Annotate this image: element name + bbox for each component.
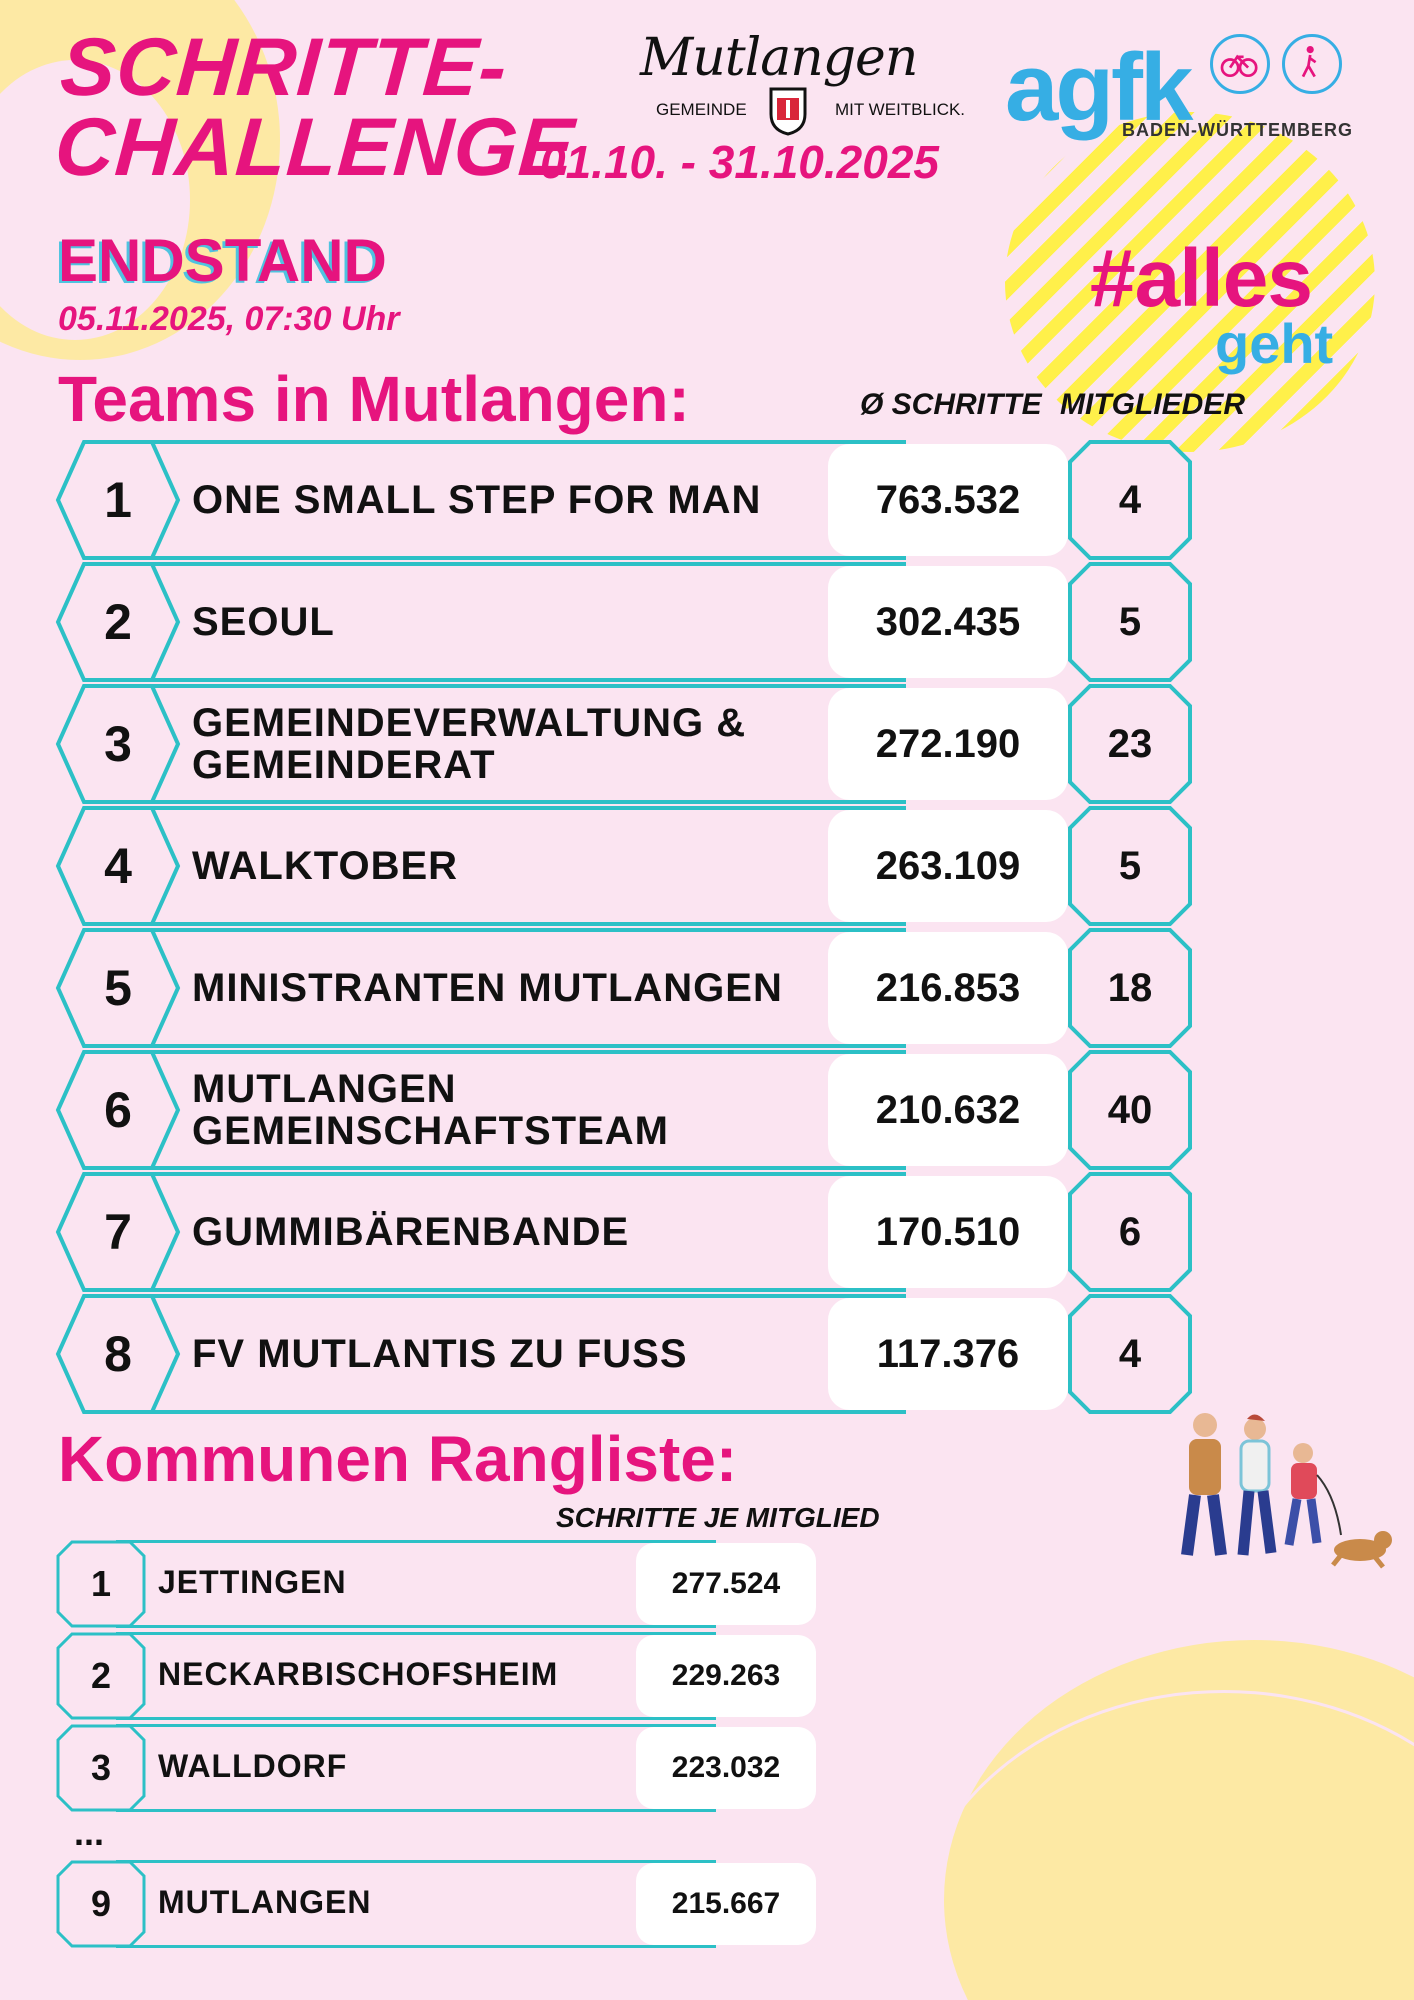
- team-members: 18: [1107, 966, 1153, 1010]
- municipality-row: [56, 1860, 836, 1948]
- team-rank: 7: [104, 1204, 132, 1260]
- municipality-row: [56, 1632, 836, 1720]
- municipality-row: [56, 1540, 836, 1628]
- team-average-steps: 216.853: [828, 932, 1068, 1044]
- team-row: [56, 1172, 1196, 1292]
- team-rank: 4: [104, 838, 132, 894]
- team-average-steps: 272.190: [828, 688, 1068, 800]
- municipality-steps: 223.032: [636, 1727, 816, 1809]
- title-line-2: CHALLENGE: [52, 102, 578, 193]
- team-members: 4: [1118, 478, 1142, 522]
- challenge-period: 01.10. - 31.10.2025: [540, 136, 939, 188]
- team-name: SEOUL: [192, 600, 335, 644]
- slogan-line-2: geht: [1215, 312, 1334, 375]
- team-rank: 3: [104, 716, 132, 772]
- team-members: 6: [1118, 1210, 1142, 1254]
- column-header-steps-per-member: SCHRITTE JE MITGLIED: [556, 1502, 880, 1533]
- municipality-name: MUTLANGEN: [158, 1884, 372, 1920]
- team-row: [56, 1294, 1196, 1414]
- team-name: MUTLANGEN GEMEINSCHAFTSTEAM: [192, 1067, 669, 1153]
- municipality-steps: 277.524: [636, 1543, 816, 1625]
- team-members: 40: [1107, 1088, 1153, 1132]
- team-name: GEMEINDEVERWALTUNG & GEMEINDERAT: [192, 701, 747, 787]
- column-header-steps: Ø SCHRITTE: [860, 388, 1042, 421]
- status-heading: ENDSTAND: [58, 227, 387, 294]
- municipality-name: WALLDORF: [158, 1748, 348, 1784]
- municipality-name: NECKARBISCHOFSHEIM: [158, 1656, 559, 1692]
- title-line-1: SCHRITTE-: [57, 22, 511, 113]
- agfk-logo: agfk: [1005, 34, 1191, 141]
- status-timestamp: 05.11.2025, 07:30 Uhr: [58, 300, 400, 338]
- team-row: [56, 1050, 1196, 1170]
- municipalities-heading: Kommunen Rangliste:: [58, 1423, 738, 1495]
- coat-of-arms-icon: [768, 86, 808, 136]
- team-rank: 8: [104, 1326, 132, 1382]
- municipality-rank: 2: [90, 1655, 112, 1696]
- municipality-steps: 229.263: [636, 1635, 816, 1717]
- mutlangen-logo-sub-left: GEMEINDE: [656, 100, 747, 119]
- team-row: [56, 806, 1196, 926]
- team-members: 5: [1118, 844, 1142, 888]
- team-name: MINISTRANTEN MUTLANGEN: [192, 966, 783, 1010]
- bicycle-icon: [1210, 34, 1270, 94]
- team-row: [56, 440, 1196, 560]
- municipality-rank: 9: [90, 1883, 112, 1924]
- mutlangen-logo-sub-right: MIT WEITBLICK.: [835, 100, 966, 119]
- team-rank: 6: [104, 1082, 132, 1138]
- walking-family-illustration: [1165, 1405, 1395, 1585]
- municipality-row: [56, 1724, 836, 1812]
- team-members: 4: [1118, 1332, 1142, 1376]
- team-name: GUMMIBÄRENBANDE: [192, 1210, 630, 1254]
- team-average-steps: 302.435: [828, 566, 1068, 678]
- agfk-region: BADEN-WÜRTTEMBERG: [1122, 120, 1353, 140]
- team-rank: 5: [104, 960, 132, 1016]
- team-row: [56, 928, 1196, 1048]
- slogan-line-1: #alles: [1090, 233, 1312, 324]
- team-average-steps: 170.510: [828, 1176, 1068, 1288]
- team-name: ONE SMALL STEP FOR MAN: [192, 478, 762, 522]
- pedestrian-icon: [1282, 34, 1342, 94]
- team-average-steps: 117.376: [828, 1298, 1068, 1410]
- municipality-name: JETTINGEN: [158, 1564, 347, 1600]
- teams-heading: Teams in Mutlangen:: [58, 363, 690, 435]
- team-members: 23: [1107, 722, 1153, 766]
- mutlangen-logo: [640, 28, 970, 143]
- mutlangen-logo-name: Mutlangen: [640, 28, 918, 88]
- team-members: 5: [1118, 600, 1142, 644]
- team-name: FV MUTLANTIS ZU FUSS: [192, 1332, 688, 1376]
- team-rank: 1: [104, 472, 132, 528]
- team-name: WALKTOBER: [192, 844, 459, 888]
- team-average-steps: 763.532: [828, 444, 1068, 556]
- team-average-steps: 210.632: [828, 1054, 1068, 1166]
- municipality-rank: 3: [90, 1747, 112, 1788]
- challenge-title: [52, 22, 582, 193]
- municipality-steps: 215.667: [636, 1863, 816, 1945]
- team-row: [56, 562, 1196, 682]
- municipality-rank: 1: [90, 1563, 112, 1604]
- team-row: [56, 684, 1196, 804]
- decorative-arc: [904, 1690, 1414, 2000]
- column-header-members: MITGLIEDER: [1060, 388, 1245, 421]
- team-rank: 2: [104, 594, 132, 650]
- ellipsis: ...: [74, 1812, 105, 1853]
- team-average-steps: 263.109: [828, 810, 1068, 922]
